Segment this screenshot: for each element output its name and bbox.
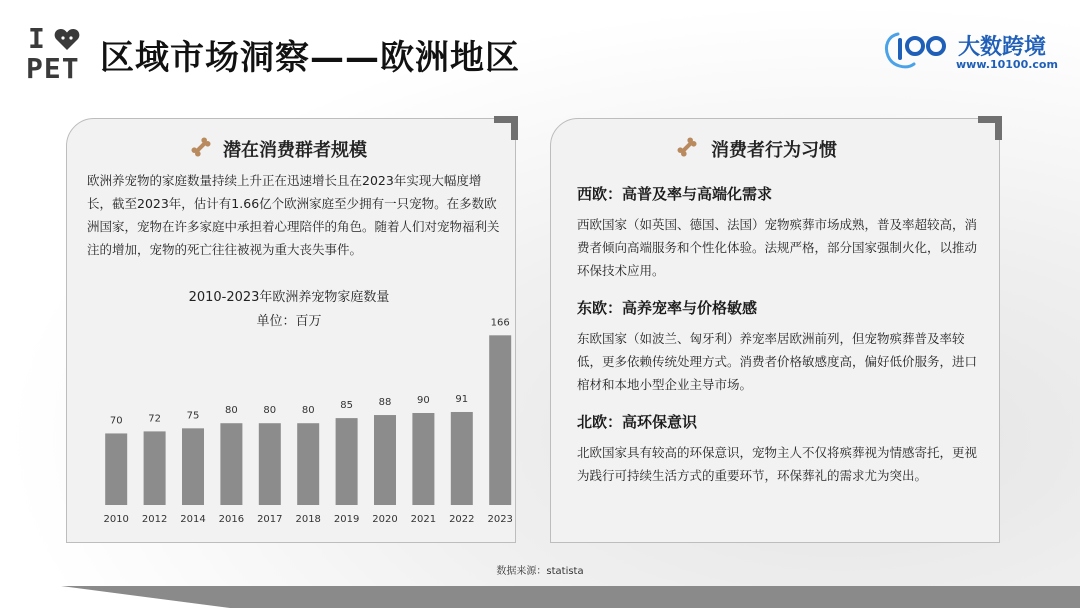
brand-url[interactable]: www.10100.com [956,58,1058,71]
bar-2014 [182,428,204,505]
data-source: 数据来源：statista [496,566,584,577]
i-love-pet-logo [24,22,88,84]
bar-2019 [336,418,358,505]
bone-icon [189,135,213,159]
logo-top-text: I [28,22,47,55]
bar-chart [67,279,517,524]
panel-consumer-behavior [550,118,1000,543]
data-label-2022: 91 [455,393,469,405]
x-tick-label-2018: 2018 [295,514,321,524]
data-label-2016: 80 [225,405,238,417]
panel-heading-text: 消费者行为习惯 [711,140,837,161]
section-body-eastern-europe: 东欧国家（如波兰、匈牙利）养宠率居欧洲前列，但宠物殡葬普及率较低，更多依赖传统处理方式。消费者价格敏感度高，偏好低价服务，进口棺材和本地小型企业主导市场。 [577,331,978,392]
x-tick-label-2012: 2012 [141,514,168,524]
brand-logo [884,26,1064,74]
logo-bottom-text: PET [26,52,80,85]
x-tick-label-2020: 2020 [372,514,398,524]
x-tick-label-2014: 2014 [180,514,206,524]
section-body-western-europe: 西欧国家（如英国、德国、法国）宠物殡葬市场成熟，普及率超较高，消费者倾向高端服务和个性化体验。法规严格，部分国家强制火化，以推动环保技术应用。 [577,217,978,278]
section-title-northern-europe: 北欧：高环保意识 [577,413,698,431]
bar-2016 [220,423,242,505]
bar-2023 [489,335,511,505]
bar-group [103,317,512,524]
page-title: 区域市场洞察——欧洲地区 [100,38,520,78]
bar-2018 [297,423,319,505]
section-title-western-europe: 西欧：高普及率与高端化需求 [577,185,773,203]
brand-name: 大数跨境 [958,35,1047,60]
bar-2021 [412,413,434,505]
data-label-2023: 166 [490,317,510,329]
x-tick-label-2016: 2016 [218,514,245,524]
data-label-2017: 80 [263,405,277,417]
bar-2022 [451,412,473,505]
x-tick-label-2017: 2017 [257,514,283,524]
panel-heading [551,133,999,163]
bar-2012 [144,431,166,505]
panel-consumer-scale [66,118,516,543]
chart-title: 2010-2023年欧洲养宠物家庭数量 [188,290,390,305]
panel-heading-text: 潜在消费群者规模 [223,140,367,161]
bar-2020 [374,415,396,505]
x-tick-label-2022: 2022 [449,514,475,524]
x-tick-label-2021: 2021 [410,514,437,524]
data-label-2014: 75 [186,410,200,422]
data-label-2010: 70 [109,415,123,427]
data-label-2018: 80 [301,405,315,417]
chart-subtitle: 单位：百万 [256,314,322,329]
section-body-northern-europe: 北欧国家具有较高的环保意识，宠物主人不仅将殡葬视为情感寄托，更视为践行可持续生活方式的重要环节，环保葬礼的需求尤为突出。 [577,445,978,483]
heart-icon [54,27,80,51]
x-tick-label-2023: 2023 [487,514,513,524]
bottom-wedge [0,578,230,608]
data-label-2019: 85 [340,400,353,412]
data-label-2012: 72 [148,413,161,425]
x-tick-label-2010: 2010 [103,514,129,524]
data-label-2021: 90 [417,395,430,406]
bar-2017 [259,423,281,505]
brand-logo-icon [884,28,954,72]
bar-2010 [105,433,127,505]
x-tick-label-2019: 2019 [333,514,360,524]
intro-paragraph: 欧洲养宠物的家庭数量持续上升正在迅速增长且在2023年实现大幅度增长，截至2023年，估计有1.66亿个欧洲家庭至少拥有一只宠物。在多数欧洲国家，宠物在许多家庭中承担着心理陪伴的角色。随着人们对宠物福利关注的增加，宠物的死亡往往被视为重大丧失事件。 [87,173,500,257]
panel-heading [67,133,515,163]
section-title-eastern-europe: 东欧：高养宠率与价格敏感 [577,299,758,317]
bone-icon [675,135,699,159]
data-label-2020: 88 [378,397,392,409]
